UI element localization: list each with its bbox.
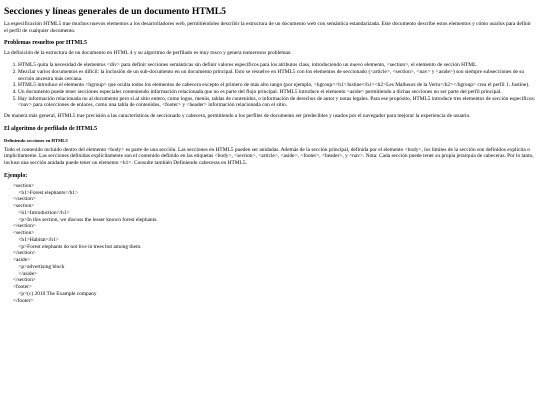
code-example: <section> <h1>Forest elephants</h1> </section> <section> <h1>Introduction</h1> <p>In this section, we discuss the lesser known forest elephants. </section> <section> <h1>Habitat</h1> <p>Forest elephants do not live in trees but among them. </section> <aside> <p>advertising block </aside> </section> <footer> <p>(c) 2010 The Example company </footer> [13,182,158,304]
list-item: 3. HTML5 introduce el elemento <hgroup> que oculta todos los elementos de cabecera excepto el primero de más alto rango (por ejemplo, <hgroup><h1>Justine</h1><h2>Les Malheurs de la Vertu</h2></hgroup> crea el perfil 1. Justine). [18,82,536,89]
list-item: 2. Mezclar varios documentos es difícil: la inclusión de un sub-documento en un documento principal. Esto se resuelve en HTML5 con los elementos de seccionado (<article>, <section>, <nav> y <aside>) son siempre subsecciones de su sección ancestra más cercana. [18,69,536,82]
page-title: Secciones y líneas generales de un documento HTML5 [4,6,226,17]
subsection-heading-defining-sections: Definiendo secciones en HTML5 [4,137,68,143]
example-label: Ejemplo: [4,172,28,179]
section-heading-problems: Problemas resueltos por HTML5 [4,40,87,47]
section-heading-algorithm: El algoritmo de perfilado de HTML5 [4,125,98,132]
problems-closing-paragraph: De manera más general, HTML5 trae precisión a las características de seccionado y cabecera, permitiendo a los perfiles de documento ser predecibles y usados por el navegador para mejorar la experiencia de usuario. [4,113,471,120]
intro-paragraph: La especificación HTML5 trae muchos nuevos elementos a los desarrolladores web, permitiéndoles describir la estructura de un documento web con semántica estandarizada. Este documento describe estos elementos y cómo usarlos para definir el perfil de cualquier documento. [4,21,532,34]
list-item: 5. Hay información relacionada no al documento pero sí al sitio entero, como logos, menús, tablas de contenidos, o información de derechos de autor y notas legales. Para ese propósito, HTML5 introduce tres elementos de sección específicos: <nav> para colecciones de enlaces, como una tabla de contenidos, <footer> y <header> información relacionada con el sitio. [18,96,536,109]
list-item: 4. Un documento puede tener secciones especiales conteniendo información relacionada que no es parte del flujo principal. HTML5 introduce el elemento <aside> permitiendo a dichas secciones no ser parte del perfil principal. [18,89,536,96]
problems-list [4,62,536,109]
algorithm-body-paragraph: Todo el contenido incluido dentro del elemento <body> es parte de una sección. Las secciones en HTML5 pueden ser anidadas. Además de la sección principal, definida por el elemento <body>, los límites de la sección son definidos explícita o implícitamente. Las secciones definidas explícitamente son el contenido definido en las etiquetas <body>, <section>, <article>, <aside>, <footer>, <header>, y <nav>. Nota: Cada sección puede tener su propia jerarquía de cabeceras. Por lo tanto, incluso una sección anidada puede tener un elemento <h1>. Consulte también Definiendo cabeceras en HTML5. [4,146,534,167]
list-item: 1. HTML5 quita la necesidad de elementos <div> para definir secciones semánticas sin definir valores específicos para los atributos class, introduciendo un nuevo elemento, <section>, el elemento de sección HTML. [18,62,536,69]
problems-lead-paragraph: La definición de la estructura de un documento en HTML 4 y su algoritmo de perfilado es muy tosco y genera numerosos problemas: [4,50,292,57]
